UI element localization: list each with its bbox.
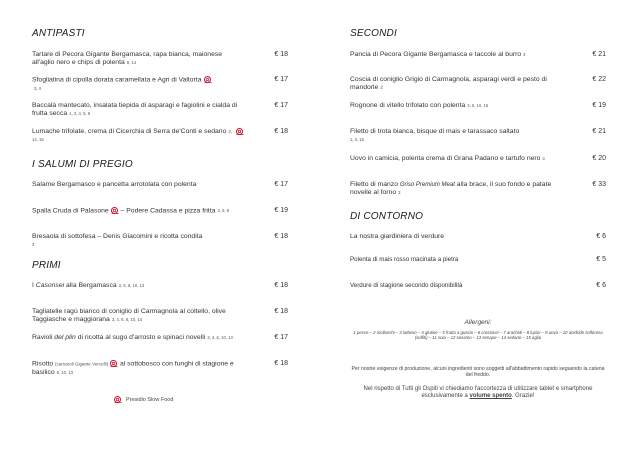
menu-item: Filetto di trota bianca, bisque di mais e tarassaco saltato 1, 3, 15 € 21 <box>350 128 606 143</box>
menu-item: Tartare di Pecora Gigante Bergamasca, rapa bianca, maionese all'aglio nero e chips di polenta 8, 14 € 18 <box>32 51 288 67</box>
slow-food-snail-icon <box>236 128 244 135</box>
price: € 20 <box>592 155 606 162</box>
slow-food-snail-icon <box>110 360 118 367</box>
menu-item: Rognone di vitello trifolato con polenta 3, 6, 10, 15 € 19 <box>350 102 606 109</box>
slow-food-snail-icon <box>114 396 122 403</box>
menu-item: Verdure di stagione secondo disponibilità € 6 <box>350 282 606 289</box>
allergens-list: 1 pesce – 2 molluschi – 3 lattosio – 4 glutine – 5 frutta a guscio – 6 crostacei – 7 arachidi – 8 lupini – 9 uova – 10 anidride solforosa (solfiti) – 11 soia – 12 sesamo – 13 senape – 14 sedano – 15 aglio <box>353 330 603 341</box>
price: € 6 <box>596 233 606 240</box>
price: € 18 <box>274 282 288 289</box>
price: € 18 <box>274 360 288 367</box>
price: € 22 <box>592 76 606 83</box>
price: € 19 <box>592 102 606 109</box>
menu-item: Bresaola di sottofesa – Denis Giacomini e ricotta condita 3 € 18 <box>32 233 288 248</box>
slow-food-legend: Presidio Slow Food <box>114 396 173 403</box>
price: € 21 <box>592 128 606 135</box>
price: € 18 <box>274 51 288 58</box>
menu-item: Ravioli del plin di ricotta al sugo d'arrosto e spinaci novelli 3, 4, 6, 10, 13 € 17 <box>32 334 288 341</box>
menu-item: Salame Bergamasco e pancetta arrotolata con polenta € 17 <box>32 181 288 188</box>
section-title-secondi: SECONDI <box>350 28 397 39</box>
price: € 19 <box>274 207 288 214</box>
menu-item: Coscia di coniglio Grigio di Carmagnola, asparagi verdi e pesto di mandorle 3 € 22 <box>350 76 606 92</box>
allergens-title: Allergeni: <box>464 319 492 326</box>
section-title-primi: PRIMI <box>32 260 61 271</box>
menu-item: Lumache trifolate, crema di Cicerchia di Serra de'Conti e sedano 3, 14, 15 € 18 <box>32 128 288 143</box>
device-note: Nel rispetto di Tutti gli Ospiti vi chiediamo l'accortezza di utilizzare tablet e smartphone esclusivamente a volume spento. Grazie! <box>363 386 593 400</box>
menu-item: Risotto (carnaroli Gigante Vercelli) al sottobosco con funghi di stagione e basilico 6, 10, 13 € 18 <box>32 360 288 376</box>
price: € 17 <box>274 181 288 188</box>
price: € 6 <box>596 282 606 289</box>
price: € 5 <box>596 256 606 263</box>
slow-food-snail-icon <box>111 207 119 214</box>
menu-item: Tagliatelle ragù bianco di coniglio di Carmagnola al coltello, olive Taggiasche e maggiorana 3, 4, 6, 8, 10, 14 € 18 <box>32 308 288 324</box>
menu-item: Filetto di manzo Griso Premium Meat alla brace, il suo fondo e patate novelle al forno 3 € 33 <box>350 181 606 197</box>
price: € 18 <box>274 128 288 135</box>
menu-item: Polenta di mais rosso macinata a pietra € 5 <box>350 256 606 263</box>
price: € 18 <box>274 233 288 240</box>
menu-item: Pancia di Pecora Gigante Bergamasca e taccole al burro 3 € 21 <box>350 51 606 58</box>
menu-item: Sfogliatina di cipolla dorata caramellata e Agri di Valtorta 3, 4 € 17 <box>32 76 288 91</box>
menu-item: Uovo in camicia, polenta crema di Grana Padano e tartufo nero 3 € 20 <box>350 155 606 162</box>
price: € 18 <box>274 308 288 315</box>
section-title-antipasti: ANTIPASTI <box>32 28 85 39</box>
menu-item: I Casonsei alla Bergamasca 3, 6, 8, 10, 13 € 18 <box>32 282 288 289</box>
menu-item: La nostra giardiniera di verdure € 6 <box>350 233 606 240</box>
menu-item: Baccalà mantecato, insalata tiepida di asparagi e fagiolini e cialda di frutta secca 1, 3, 4, 5, 8 € 17 <box>32 102 288 118</box>
price: € 17 <box>274 102 288 109</box>
price: € 17 <box>274 76 288 83</box>
menu-item: Spalla Cruda di Palasone – Podere Cadassa e pizza fritta 3, 6, 8 € 19 <box>32 207 288 215</box>
section-title-salumi: I SALUMI DI PREGIO <box>32 159 133 170</box>
production-note: Per nostre esigenze di produzione, alcuni ingredienti sono soggetti all'abbattimento rapido seguendo la catena del freddo. <box>351 366 605 379</box>
price: € 33 <box>592 181 606 188</box>
slow-food-snail-icon <box>204 76 212 83</box>
section-title-contorno: DI CONTORNO <box>350 211 424 222</box>
price: € 17 <box>274 334 288 341</box>
price: € 21 <box>592 51 606 58</box>
